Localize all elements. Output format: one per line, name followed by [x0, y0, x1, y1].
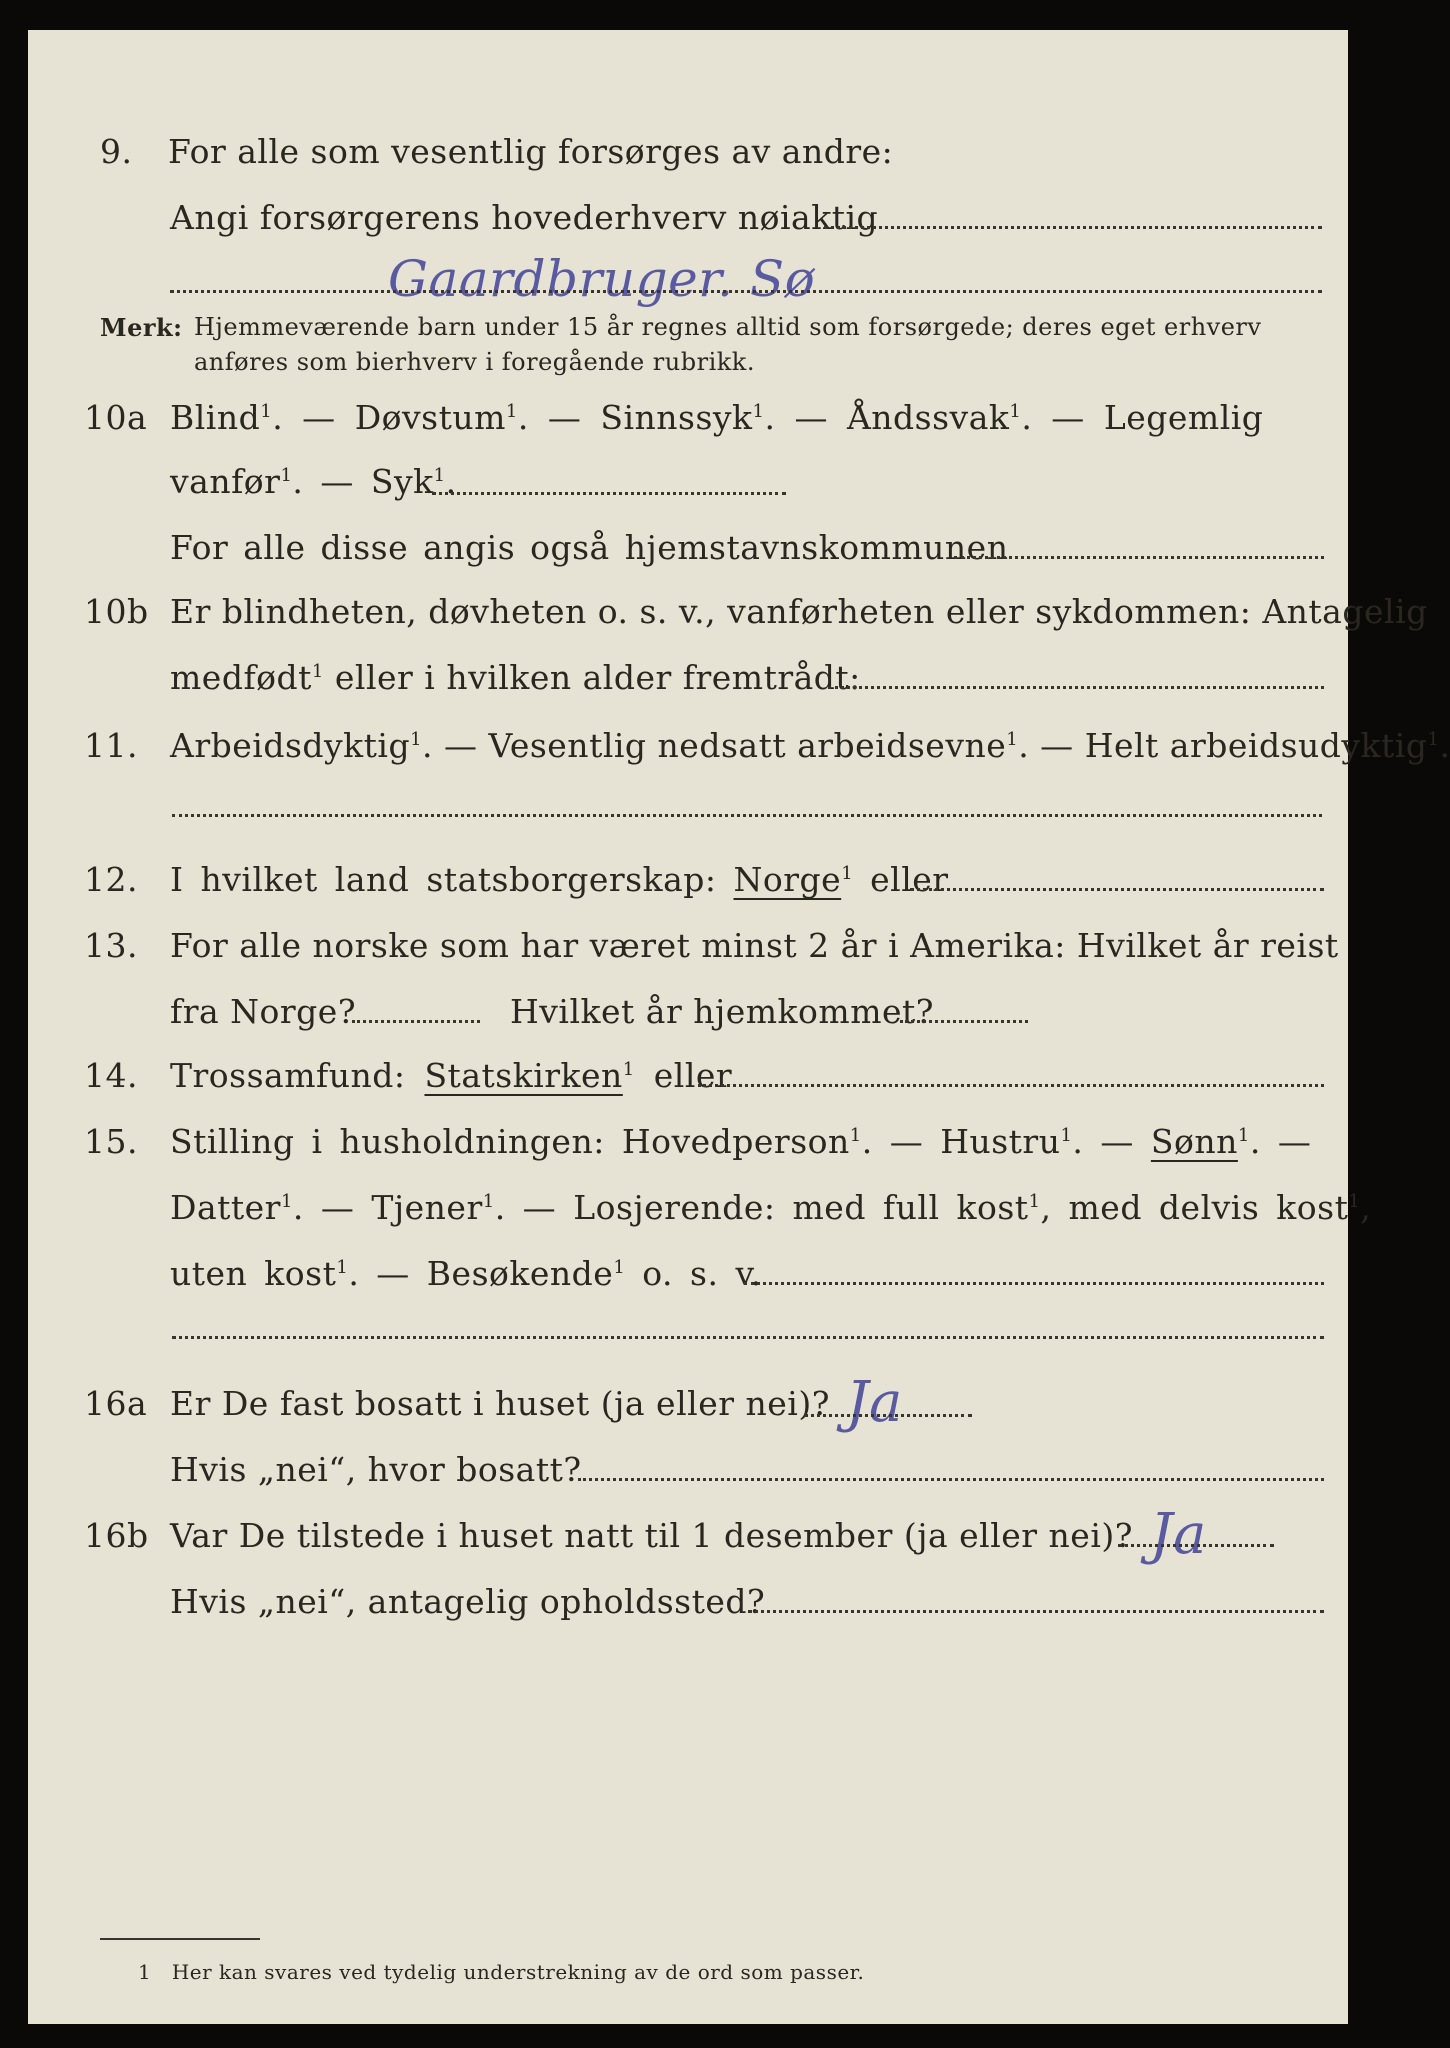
q10b-number: 10b	[84, 592, 149, 631]
census-form-page	[28, 30, 1450, 2024]
q10a-number: 10a	[84, 398, 148, 437]
q12-answer-line	[910, 888, 1324, 891]
q9-title: For alle som vesentlig forsørges av andre:	[168, 132, 894, 171]
q10a-opt-syk: Syk	[370, 462, 434, 501]
q11-number: 11.	[84, 726, 138, 765]
q16b-handwritten-answer: Ja	[1150, 1502, 1207, 1567]
q16b-number: 16b	[84, 1516, 149, 1555]
merk-label: Merk:	[100, 313, 183, 342]
q10a-opt-legemlig: Legemlig	[1103, 398, 1264, 437]
q10a-opt-vanfor: vanfør	[170, 462, 281, 501]
q10a-syk-line	[432, 492, 786, 495]
q11-answer-line	[172, 814, 1322, 817]
q10a-opt-blind: Blind	[170, 398, 261, 437]
q15-answer-line-1	[744, 1282, 1324, 1285]
q9-answer-line-2	[170, 290, 1322, 293]
q10a-line-1: Blind$^1$. — Døvstum$^1$. — Sinnssyk$^1$. — Åndssvak$^1$. — Legemlig	[170, 398, 1264, 437]
q16b-answer-line	[1118, 1544, 1274, 1547]
merk-line-2: anføres som bierhverv i foregående rubrikk.	[194, 348, 755, 376]
q12-number: 12.	[84, 860, 138, 899]
q10b-line-1: Er blindheten, døvheten o. s. v., vanførheten eller sykdommen: Antagelig	[170, 592, 1428, 631]
q9-prompt: Angi forsørgerens hovederhverv nøiaktig	[170, 198, 879, 237]
q15-answer-line-2	[172, 1336, 1324, 1339]
q15-choice-sonn: Sønn	[1150, 1122, 1238, 1161]
q14-number: 14.	[84, 1056, 138, 1095]
footnote-rule	[100, 1938, 260, 1940]
q12-choice-norge: Norge	[733, 860, 842, 899]
q10a-opt-dovstum: Døvstum	[354, 398, 506, 437]
q16a-line-2: Hvis „nei“, hvor bosatt?	[170, 1450, 582, 1489]
q10b-line-2: medfødt$^1$ eller i hvilken alder fremtrådt:	[170, 658, 861, 697]
q11-options: Arbeidsdyktig$^1$. — Vesentlig nedsatt arbeidsevne$^1$. — Helt arbeidsudyktig$^1$.	[170, 726, 1450, 765]
q15-line-1: Stilling i husholdningen: Hovedperson$^1$. — Hustru$^1$. — Sønn$^1$. —	[170, 1122, 1312, 1161]
q13-hjemkommet-line	[900, 1020, 1028, 1023]
q11-opt-2: Vesentlig nedsatt arbeidsevne	[488, 726, 1007, 765]
q16a-number: 16a	[84, 1384, 148, 1423]
q9-answer-line-1	[824, 226, 1322, 229]
q15-line-3: uten kost$^1$. — Besøkende$^1$ o. s. v.	[170, 1254, 762, 1293]
q10a-opt-andssvak: Åndssvak	[846, 398, 1010, 437]
merk-line-1: Hjemmeværende barn under 15 år regnes alltid som forsørgede; deres eget erhverv	[194, 313, 1262, 341]
footnote: 1 Her kan svares ved tydelig understrekning av de ord som passer.	[138, 1960, 865, 1984]
q10a-opt-sinnssyk: Sinnssyk	[600, 398, 753, 437]
q15-number: 15.	[84, 1122, 138, 1161]
q13-line-1: For alle norske som har været minst 2 år i Amerika: Hvilket år reist	[170, 926, 1339, 965]
q16a-answer-line	[804, 1414, 972, 1417]
q14-choice-statskirken: Statskirken	[424, 1056, 623, 1095]
q10b-answer-line	[828, 686, 1324, 689]
q16a-line-1: Er De fast bosatt i huset (ja eller nei)?	[170, 1384, 830, 1423]
q13-line-2a: fra Norge?	[170, 992, 357, 1031]
q11-opt-1: Arbeidsdyktig	[170, 726, 411, 765]
q10a-hjemstavn-line	[954, 556, 1324, 559]
q10a-line-3: For alle disse angis også hjemstavnskommunen	[170, 528, 1009, 567]
q9-number: 9.	[100, 132, 133, 171]
q16a-bosatt-line	[578, 1478, 1324, 1481]
q9-handwritten-answer: Gaardbruger. Sø	[388, 250, 816, 308]
q14-answer-line	[698, 1084, 1324, 1087]
q14-line: Trossamfund: Statskirken$^1$ eller	[170, 1056, 733, 1095]
q15-line-2: Datter$^1$. — Tjener$^1$. — Losjerende: med full kost$^1$, med delvis kost$^1$,	[170, 1188, 1372, 1227]
q13-line-2b: Hvilket år hjemkommet?	[510, 992, 934, 1031]
q13-reist-line	[352, 1020, 480, 1023]
q12-line: I hvilket land statsborgerskap: Norge$^1$ eller	[170, 860, 949, 899]
q16b-line-2: Hvis „nei“, antagelig opholdssted?	[170, 1582, 766, 1621]
q13-number: 13.	[84, 926, 138, 965]
q16b-line-1: Var De tilstede i huset natt til 1 desember (ja eller nei)?	[170, 1516, 1133, 1555]
q10a-line-2: vanfør$^1$. — Syk$^1$.	[170, 462, 457, 501]
q16a-handwritten-answer: Ja	[846, 1370, 903, 1435]
q16b-opholdssted-line	[748, 1610, 1324, 1613]
q11-opt-3: Helt arbeidsudyktig	[1084, 726, 1428, 765]
